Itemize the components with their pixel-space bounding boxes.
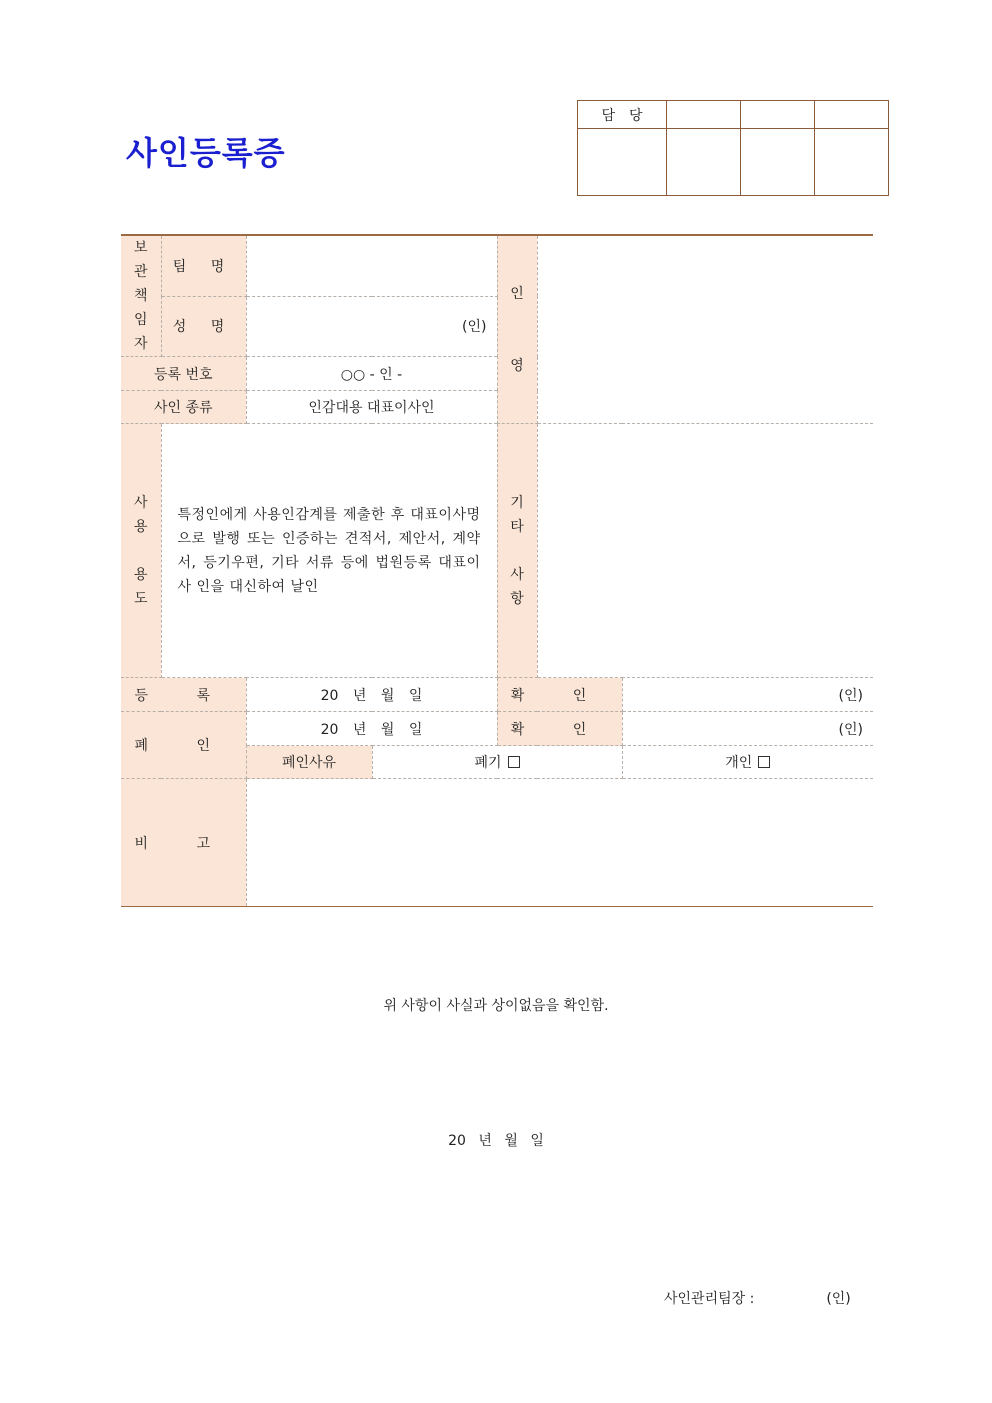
- other-notes-label: 기 타 사 항: [497, 424, 537, 678]
- approval-sign-cell[interactable]: [578, 129, 667, 196]
- document-title: 사인등록증: [126, 134, 286, 172]
- registration-form: [121, 234, 873, 907]
- usage-label: 사 용 용 도: [121, 424, 161, 678]
- confirmation-statement: 위 사항이 사실과 상이없음을 확인함.: [383, 998, 609, 1014]
- reg-no-label: 등록 번호: [121, 357, 246, 391]
- register-confirm-label: 확 인: [497, 678, 622, 712]
- imprint-label: 인 영: [497, 235, 537, 424]
- approval-label: 담당: [578, 101, 667, 129]
- disuse-option-discard[interactable]: 폐기: [372, 746, 622, 779]
- usage-text[interactable]: 특정인에게 사용인감계를 제출한 후 대표이사명으로 발행 또는 인증하는 견적서, 제안서, 계약서, 등기우편, 기타 서류 등에 법원등록 대표이사 인을 대신하여 날인: [161, 424, 497, 678]
- person-name-field[interactable]: [246, 296, 497, 356]
- discard-checkbox[interactable]: [508, 756, 520, 768]
- team-name-label: 팀 명: [161, 235, 246, 296]
- approval-sign-cell[interactable]: [667, 129, 741, 196]
- signer-seal[interactable]: (인): [826, 1291, 851, 1307]
- approval-box: [577, 100, 889, 196]
- signer-line: [664, 1288, 851, 1308]
- disuse-reason-label: 폐인사유: [246, 746, 372, 779]
- team-name-field[interactable]: [246, 235, 497, 296]
- register-date-field[interactable]: 20 년 월 일: [246, 678, 497, 712]
- issue-date: 20 년 월 일: [448, 1133, 544, 1149]
- sign-type-label: 사인 종류: [121, 391, 246, 424]
- register-seal-mark: (인): [838, 687, 863, 704]
- name-seal-mark: (인): [462, 319, 487, 336]
- approval-header-cell: [815, 101, 889, 129]
- remarks-label: 비 고: [121, 779, 246, 907]
- imprint-field[interactable]: [537, 235, 873, 424]
- remarks-field[interactable]: [246, 779, 873, 907]
- person-name-label: 성 명: [161, 296, 246, 356]
- custodian-label: 보 관 책 임 자: [121, 235, 161, 357]
- register-confirm-field[interactable]: [622, 678, 873, 712]
- disuse-option-personal[interactable]: 개인: [622, 746, 873, 779]
- approval-header-cell: [667, 101, 741, 129]
- personal-checkbox[interactable]: [758, 756, 770, 768]
- disuse-date-field[interactable]: 20 년 월 일: [246, 712, 497, 746]
- approval-sign-cell[interactable]: [815, 129, 889, 196]
- disuse-label: 폐 인: [121, 712, 246, 779]
- disuse-seal-mark: (인): [838, 721, 863, 738]
- approval-sign-cell[interactable]: [741, 129, 815, 196]
- approval-header-cell: [741, 101, 815, 129]
- disuse-confirm-field[interactable]: [622, 712, 873, 746]
- other-notes-field[interactable]: [537, 424, 873, 678]
- disuse-confirm-label: 확 인: [497, 712, 622, 746]
- signer-label: 사인관리팀장 :: [664, 1291, 755, 1307]
- reg-no-field[interactable]: ○○ - 인 -: [246, 357, 497, 391]
- register-label: 등 록: [121, 678, 246, 712]
- sign-type-field[interactable]: 인감대용 대표이사인: [246, 391, 497, 424]
